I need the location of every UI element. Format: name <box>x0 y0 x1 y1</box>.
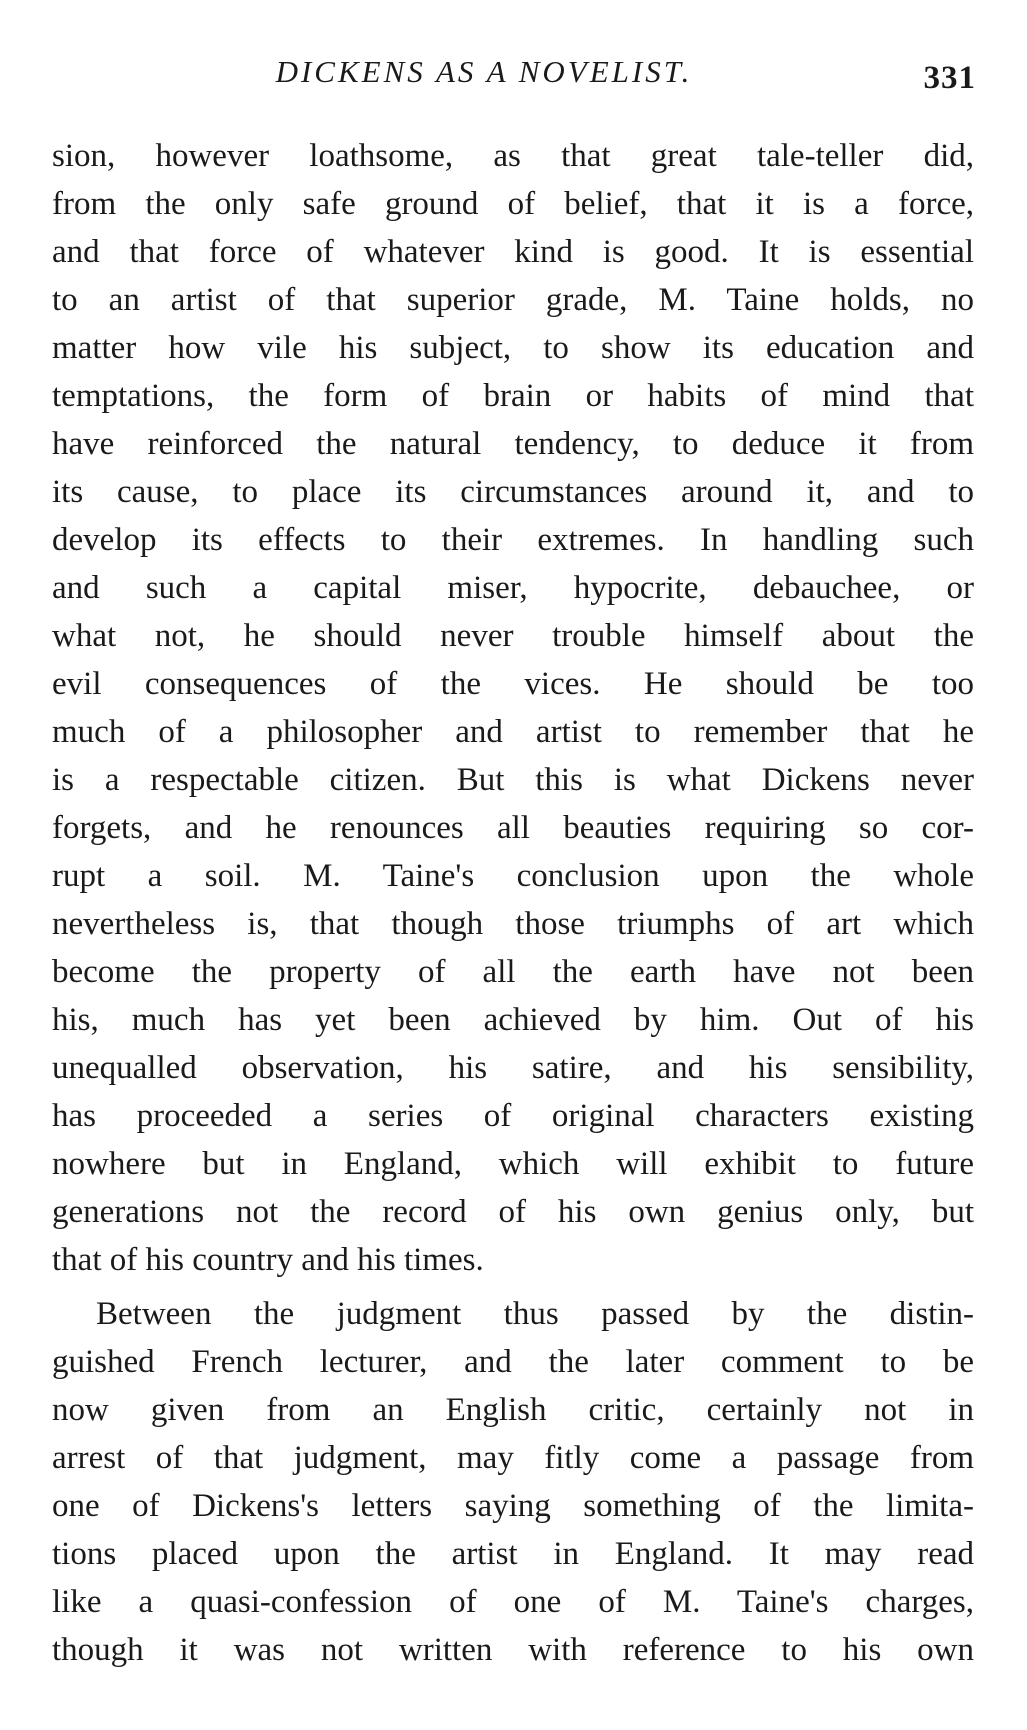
text-line: is a respectable citizen. But this is what Dickens never <box>52 762 974 798</box>
text-line: unequalled observation, his satire, and his sensibility, <box>52 1050 974 1086</box>
text-line: nevertheless is, that though those triumphs of art which <box>52 906 974 942</box>
text-line: to an artist of that superior grade, M. Taine holds, no <box>52 282 974 318</box>
text-line: and such a capital miser, hypocrite, debauchee, or <box>52 570 974 606</box>
text-line: develop its effects to their extremes. In handling such <box>52 522 974 558</box>
page-number: 331 <box>923 60 976 96</box>
text-line: temptations, the form of brain or habits of mind that <box>52 378 974 414</box>
text-line: what not, he should never trouble himself about the <box>52 618 974 654</box>
text-line: much of a philosopher and artist to remember that he <box>52 714 974 750</box>
text-line: his, much has yet been achieved by him. Out of his <box>52 1002 974 1038</box>
text-line: nowhere but in England, which will exhibit to future <box>52 1146 974 1182</box>
text-line: from the only safe ground of belief, that it is a force, <box>52 186 974 222</box>
text-line: one of Dickens's letters saying something of the limita- <box>52 1488 974 1524</box>
text-line: sion, however loathsome, as that great tale-teller did, <box>52 138 974 174</box>
text-line: and that force of whatever kind is good. It is essential <box>52 234 974 270</box>
text-line: evil consequences of the vices. He should be too <box>52 666 974 702</box>
text-line: like a quasi-confession of one of M. Taine's charges, <box>52 1584 974 1620</box>
paragraph <box>52 1290 974 1674</box>
text-line: has proceeded a series of original characters existing <box>52 1098 974 1134</box>
text-line: that of his country and his times. <box>52 1242 484 1278</box>
text-line: now given from an English critic, certainly not in <box>52 1392 974 1428</box>
text-line: though it was not written with reference to his own <box>52 1632 974 1668</box>
text-line: matter how vile his subject, to show its education and <box>52 330 974 366</box>
text-line: Between the judgment thus passed by the distin- <box>96 1296 974 1332</box>
running-title: DICKENS AS A NOVELIST. <box>275 54 693 89</box>
body-text <box>52 132 974 1674</box>
text-line: guished French lecturer, and the later comment to be <box>52 1344 974 1380</box>
text-line: generations not the record of his own genius only, but <box>52 1194 974 1230</box>
paragraph <box>52 132 974 1284</box>
text-line: rupt a soil. M. Taine's conclusion upon the whole <box>52 858 974 894</box>
text-line: its cause, to place its circumstances around it, and to <box>52 474 974 510</box>
text-line: forgets, and he renounces all beauties requiring so cor- <box>52 810 974 846</box>
running-head <box>52 48 976 98</box>
text-line: become the property of all the earth have not been <box>52 954 974 990</box>
text-line: arrest of that judgment, may fitly come a passage from <box>52 1440 974 1476</box>
text-line: have reinforced the natural tendency, to deduce it from <box>52 426 974 462</box>
text-line: tions placed upon the artist in England. It may read <box>52 1536 974 1572</box>
